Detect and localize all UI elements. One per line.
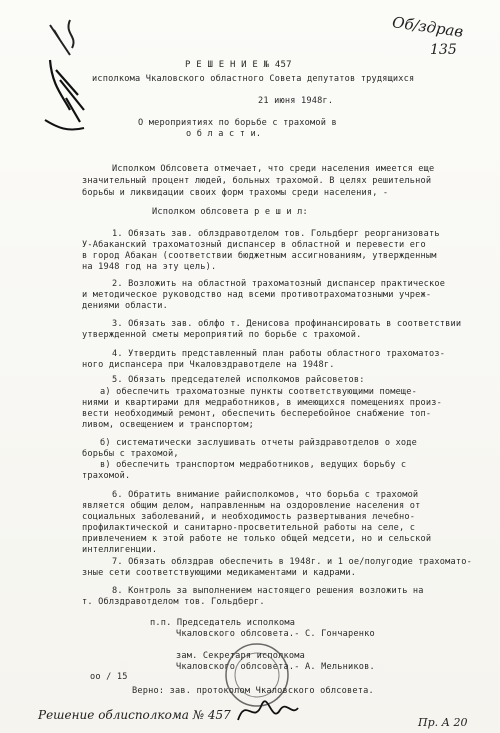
item-line: в) обеспечить транспортом медработников, ведущих борьбу с <box>100 460 407 470</box>
document-date: 21 июня 1948г. <box>258 96 334 106</box>
signature-line: Чкаловского облсовета.- А. Мельников. <box>176 662 375 672</box>
signature-line: зам. Секретаря исполкома <box>176 651 305 661</box>
item-line: социальных заболеваний, и необходимость развертывания лечебно- <box>82 512 416 522</box>
item-line: борьбы с трахомой, <box>82 449 179 459</box>
item-line: 1. Обязать зав. облздравотделом тов. Гольдберг реорганизовать <box>112 229 440 239</box>
item-line: ниями и квартирами для медработников, в имеющихся помещениях произ- <box>82 398 443 408</box>
item-line: ного диспансера при Чкаловздравотделе на 1948г. <box>82 360 335 370</box>
item-line: 2. Возложить на областной трахоматозный диспансер практическое <box>112 279 446 289</box>
bottom-handwritten-note: Решение облисполкома № 457 <box>38 708 231 722</box>
signature-line: п.п. Председатель исполкома <box>150 618 296 628</box>
preamble-line: Исполком Облсовета отмечает, что среди населения имеется еще <box>112 164 435 174</box>
preamble-line: значительный процент людей, больных трахомой. В целях решительной <box>82 176 432 186</box>
item-line: 6. Обратить внимание райисполкомов, что борьба с трахомой <box>112 490 419 500</box>
copy-certification: Верно: зав. протоколом Чкаловского облсовета. <box>132 686 374 696</box>
item-line: в город Абакан (соответствии бюджетным ассигнованиям, утвержденным <box>82 251 437 261</box>
item-line: 3. Обязать зав. облфо т. Денисова профинансировать в соответствии <box>112 319 462 329</box>
margin-number: 135 <box>430 42 457 58</box>
bottom-right-note: Пр. А 20 <box>418 716 468 729</box>
item-line: 5. Обязать председателей исполкомов райсоветов: <box>112 375 365 385</box>
item-line: ливом, освещением и транспортом; <box>82 420 254 430</box>
item-line: У-Абаканский трахоматозный диспансер в областной и перевести его <box>82 240 426 250</box>
margin-scribble <box>40 0 110 140</box>
resolves-line: Исполком облсовета р е ш и л: <box>152 207 308 217</box>
copy-marks: оо / 15 <box>90 672 128 682</box>
item-line: а) обеспечить трахоматозные пункты соответствующими помеще- <box>100 387 418 397</box>
item-line: является общим делом, направленным на оздоровление населения от <box>82 501 421 511</box>
item-line: 7. Обязать облздрав обеспечить в 1948г. и 1 ое/полугодие трахомато- <box>112 557 473 567</box>
item-line: профилактической и санитарно-просветительной работы на селе, с <box>82 523 416 533</box>
document-issuer: исполкома Чкаловского областного Совета депутатов трудящихся <box>92 74 415 84</box>
item-line: вести необходимый ремонт, обеспечить бесперебойное снабжение топ- <box>82 409 432 419</box>
item-line: интеллигенции. <box>82 545 158 555</box>
handwritten-signature <box>232 690 302 730</box>
item-line: зные сети соответствующими медикаментами и кадрами. <box>82 568 357 578</box>
subject-line-1: О мероприятиях по борьбе с трахомой в <box>138 118 337 128</box>
item-line: на 1948 год на эту цель). <box>82 262 217 272</box>
signature-line: Чкаловского облсовета.- С. Гончаренко <box>176 629 375 639</box>
item-line: утвержденной сметы мероприятий по борьбе с трахомой. <box>82 330 362 340</box>
margin-note: Об/здрав <box>391 13 465 41</box>
item-line: т. Облздравотделом тов. Гольдберг. <box>82 597 265 607</box>
item-line: дениями области. <box>82 301 168 311</box>
document-title: Р Е Ш Е Н И Е № 457 <box>185 60 292 70</box>
item-line: 4. Утвердить представленный план работы областного трахоматоз- <box>112 349 446 359</box>
item-line: 8. Контроль за выполнением настоящего решения возложить на <box>112 586 424 596</box>
preamble-line: борьбы и ликвидации своих форм трахомы среди населения, - <box>82 188 389 198</box>
item-line: привлечением к этой работе не только общей медсети, но и сельской <box>82 534 432 544</box>
item-line: б) систематически заслушивать отчеты райздравотделов о ходе <box>100 438 418 448</box>
subject-line-2: о б л а с т и. <box>186 129 262 139</box>
item-line: и методическое руководство над всеми противотрахоматозными учреж- <box>82 290 432 300</box>
item-line: трахомой. <box>82 471 131 481</box>
